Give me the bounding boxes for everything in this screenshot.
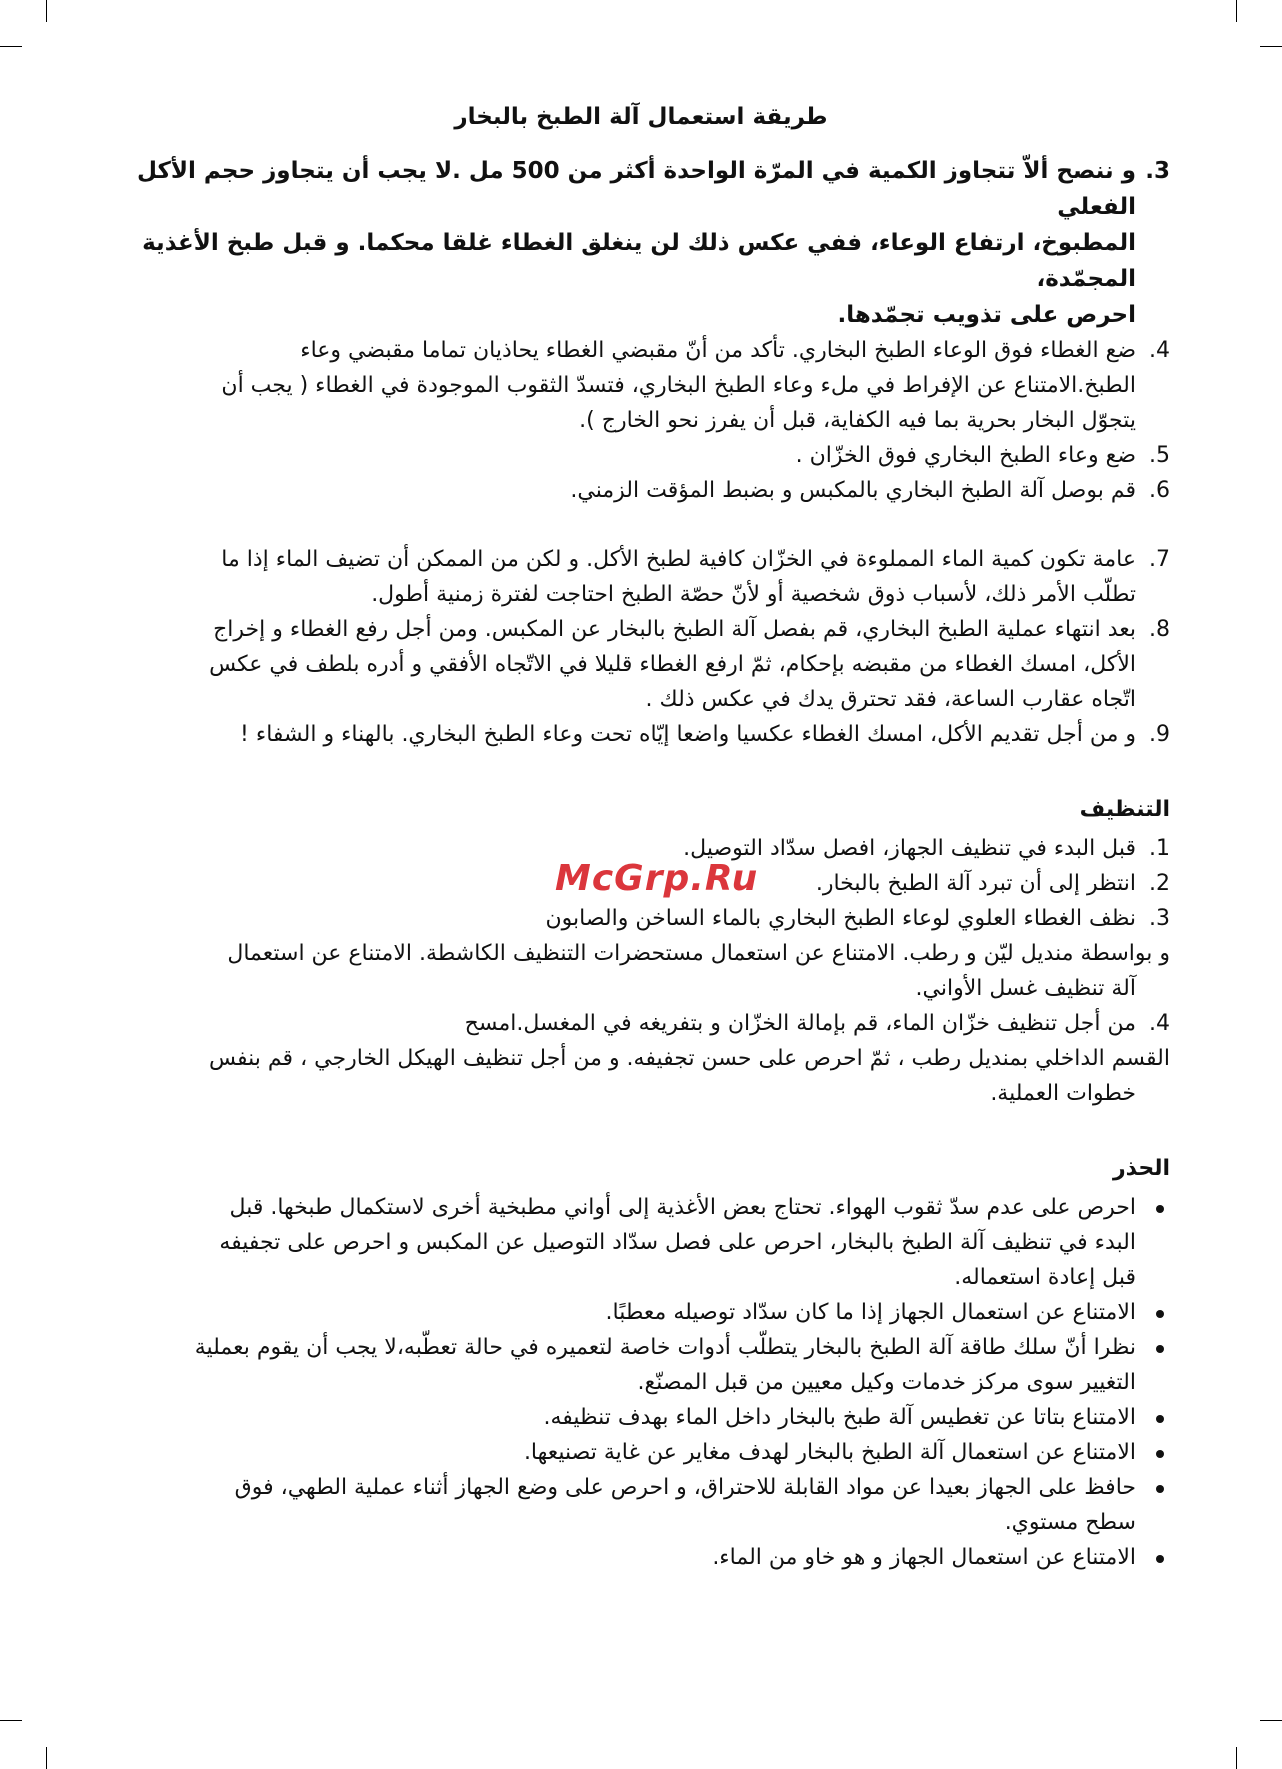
list-item xyxy=(112,153,1170,333)
item-number: 4. xyxy=(1149,1011,1170,1036)
crop-mark xyxy=(46,0,47,22)
crop-mark xyxy=(1260,46,1282,47)
text-line: انتظر إلى أن تبرد آلة الطبخ بالبخار. xyxy=(815,871,1136,896)
usage-steps-list-2 xyxy=(112,542,1170,752)
text-line: من أجل تنظيف خزّان الماء، قم بإمالة الخزّان و بتفريغه في المغسل.امسح xyxy=(464,1011,1136,1036)
text-line: القسم الداخلي بمنديل رطب ، ثمّ احرص على حسن تجفيفه. و من أجل تنظيف الهيكل الخارجي ، قم بنفس xyxy=(208,1046,1170,1071)
bullet-item xyxy=(112,1330,1170,1400)
usage-steps-list xyxy=(112,153,1170,508)
list-item xyxy=(112,901,1170,936)
text-line: يتجوّل البخار بحرية بما فيه الكفاية، قبل أن يفرز نحو الخارج ). xyxy=(579,408,1136,433)
item-number: 3. xyxy=(1145,158,1170,184)
bullet-icon xyxy=(1156,1310,1164,1318)
bullet-icon xyxy=(1156,1205,1164,1213)
bullet-item xyxy=(112,1295,1170,1330)
bullet-item xyxy=(112,1540,1170,1575)
crop-mark xyxy=(0,1720,22,1721)
page-title: طريقة استعمال آلة الطبخ بالبخار xyxy=(454,104,828,130)
list-item xyxy=(112,438,1170,473)
text-line: نظف الغطاء العلوي لوعاء الطبخ البخاري بالماء الساخن والصابون xyxy=(545,906,1136,931)
text-line: الامتناع عن استعمال آلة الطبخ بالبخار لهدف مغاير عن غاية تصنيعها. xyxy=(523,1440,1136,1465)
item-number: 3. xyxy=(1149,906,1170,931)
document-page xyxy=(112,100,1170,1575)
bullet-item xyxy=(112,1435,1170,1470)
watermark: McGrp.Ru xyxy=(555,858,759,899)
text-line: احرص على عدم سدّ ثقوب الهواء. تحتاج بعض الأغذية إلى أواني مطبخية أخرى لاستكمال طبخها. قبل xyxy=(229,1195,1136,1220)
text-line: ضع وعاء الطبخ البخاري فوق الخزّان . xyxy=(795,443,1136,468)
bullet-item xyxy=(112,1400,1170,1435)
list-item xyxy=(112,1006,1170,1041)
text-line: قم بوصل آلة الطبخ البخاري بالمكبس و بضبط المؤقت الزمني. xyxy=(570,478,1136,503)
caution-heading: الحذر xyxy=(1112,1156,1170,1181)
crop-mark xyxy=(1236,1747,1237,1769)
list-item xyxy=(112,612,1170,717)
text-line: قبل البدء في تنظيف الجهاز، افصل سدّاد التوصيل. xyxy=(683,836,1136,861)
text-line: احرص على تذويب تجمّدها. xyxy=(837,302,1136,328)
list-item xyxy=(112,542,1170,612)
list-item xyxy=(112,473,1170,508)
bullet-icon xyxy=(1156,1555,1164,1563)
cleaning-heading: التنظيف xyxy=(1079,797,1170,822)
item-number: 1. xyxy=(1149,836,1170,861)
text-line: و من أجل تقديم الأكل، امسك الغطاء عكسيا واضعا إيّاه تحت وعاء الطبخ البخاري. بالهناء و الشفاء ! xyxy=(240,722,1136,747)
text-line: و ننصح ألاّ تتجاوز الكمية في المرّة الواحدة أكثر من 500 مل .لا يجب أن يتجاوز حجم الأكل الفعلي xyxy=(136,158,1136,220)
text-line: الامتناع بتاتا عن تغطيس آلة طبخ بالبخار داخل الماء بهدف تنظيفه. xyxy=(543,1405,1136,1430)
list-item xyxy=(112,333,1170,438)
text-line: و بواسطة منديل ليّن و رطب. الامتناع عن استعمال مستحضرات التنظيف الكاشطة. الامتناع عن استعمال xyxy=(227,941,1170,966)
bullet-icon xyxy=(1156,1415,1164,1423)
item-number: 6. xyxy=(1149,478,1170,503)
item-number: 2. xyxy=(1149,871,1170,896)
text-line: عامة تكون كمية الماء المملوءة في الخزّان كافية لطبخ الأكل. و لكن من الممكن أن تضيف الماء إذا ما xyxy=(221,547,1136,572)
text-line: ضع الغطاء فوق الوعاء الطبخ البخاري. تأكد من أنّ مقبضي الغطاء يحاذيان تماما مقبضي وعاء xyxy=(300,338,1136,363)
text-line: آلة تنظيف غسل الأواني. xyxy=(915,976,1136,1001)
item-number: 4. xyxy=(1149,338,1170,363)
item-number: 9. xyxy=(1149,722,1170,747)
crop-mark xyxy=(1260,1720,1282,1721)
crop-mark xyxy=(0,46,22,47)
text-line: سطح مستوي. xyxy=(1004,1510,1136,1535)
item-number: 5. xyxy=(1149,443,1170,468)
crop-mark xyxy=(1236,0,1237,22)
text-line: تطلّب الأمر ذلك، لأسباب ذوق شخصية أو لأنّ حصّة الطبخ احتاجت لفترة زمنية أطول. xyxy=(371,582,1136,607)
bullet-item xyxy=(112,1470,1170,1540)
text-line: اتّجاه عقارب الساعة، فقد تحترق يدك في عكس ذلك . xyxy=(645,687,1136,712)
text-line: التغيير سوى مركز خدمات وكيل معيين من قبل المصنّع. xyxy=(637,1370,1136,1395)
text-line: الامتناع عن استعمال الجهاز و هو خاو من الماء. xyxy=(712,1545,1136,1570)
text-line: نظرا أنّ سلك طاقة آلة الطبخ بالبخار يتطلّب أدوات خاصة لتعميره في حالة تعطّبه،لا يجب أن يقوم بعملية xyxy=(194,1335,1136,1360)
text-line: حافظ على الجهاز بعيدا عن مواد القابلة للاحتراق، و احرص على وضع الجهاز أثناء عملية الطهي، فوق xyxy=(234,1475,1136,1500)
list-item xyxy=(112,717,1170,752)
text-line: بعد انتهاء عملية الطبخ البخاري، قم بفصل آلة الطبخ بالبخار عن المكبس. ومن أجل رفع الغطاء و إخراج xyxy=(213,617,1136,642)
text-line: البدء في تنظيف آلة الطبخ بالبخار، احرص على فصل سدّاد التوصيل عن المكبس و احرص على تجفيفه xyxy=(219,1230,1136,1255)
item-number: 8. xyxy=(1149,617,1170,642)
caution-list xyxy=(112,1190,1170,1575)
text-line: الأكل، امسك الغطاء من مقبضه بإحكام، ثمّ ارفع الغطاء قليلا في الاتّجاه الأفقي و أدره بلطف في عكس xyxy=(209,652,1136,677)
text-line: الطبخ.الامتناع عن الإفراط في ملء وعاء الطبخ البخاري، فتسدّ الثقوب الموجودة في الغطاء ( يجب أن xyxy=(221,373,1136,398)
text-line: المطبوخ، ارتفاع الوعاء، ففي عكس ذلك لن ينغلق الغطاء غلقا محكما. و قبل طبخ الأغذية المجمّدة، xyxy=(142,230,1136,292)
bullet-icon xyxy=(1156,1345,1164,1353)
bullet-item xyxy=(112,1190,1170,1295)
text-line: خطوات العملية. xyxy=(990,1081,1136,1106)
text-line: الامتناع عن استعمال الجهاز إذا ما كان سدّاد توصيله معطبًا. xyxy=(605,1300,1136,1325)
crop-mark xyxy=(46,1747,47,1769)
item-number: 7. xyxy=(1149,547,1170,572)
bullet-icon xyxy=(1156,1485,1164,1493)
bullet-icon xyxy=(1156,1450,1164,1458)
text-line: قبل إعادة استعماله. xyxy=(954,1265,1136,1290)
